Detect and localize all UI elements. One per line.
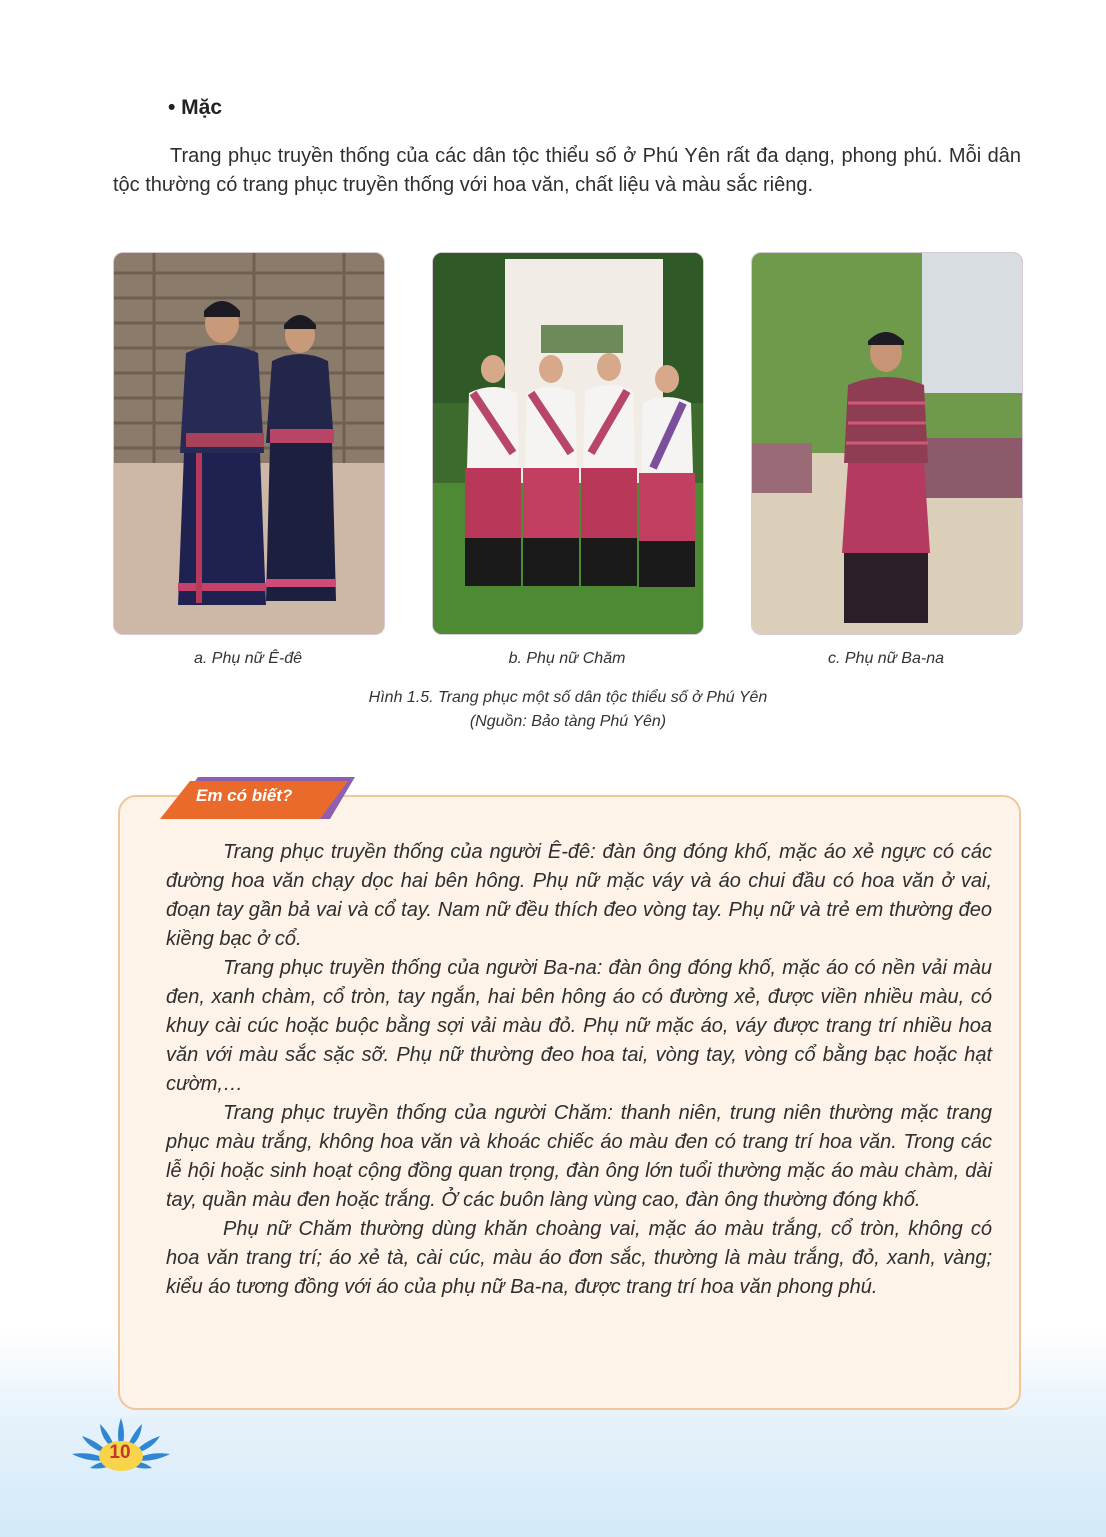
info-box-body (166, 838, 992, 1302)
info-paragraph-bana: Trang phục truyền thống của người Ba-na: đàn ông đóng khố, mặc áo có nền vải màu đen, xanh chàm, cổ tròn, tay ngắn, hai bên hông áo có đường xẻ, được viền nhiều màu, có khuy cài cúc hoặc buộc bằng sợi vải màu đỏ. Phụ nữ mặc áo, váy được trang trí nhiều hoa văn với màu sắc sặc sỡ. Phụ nữ thường đeo hoa tai, vòng tay, vòng cổ bằng bạc hoặc hạt cườm,… (166, 957, 992, 1095)
figure-source: (Nguồn: Bảo tàng Phú Yên) (469, 713, 667, 730)
photo-cham-women (432, 252, 704, 635)
photo-bana-woman (751, 252, 1023, 635)
caption-ede: a. Phụ nữ Ê-đê (194, 650, 302, 667)
info-paragraph-cham-women: Phụ nữ Chăm thường dùng khăn choàng vai, mặc áo màu trắng, cổ tròn, không có hoa văn trang trí; áo xẻ tà, cài cúc, màu áo đơn sắc, thường là màu trắng, đỏ, xanh, vàng; kiểu áo tương đồng với áo của phụ nữ Ba-na, được trang trí hoa văn phong phú. (166, 1218, 992, 1298)
info-paragraph-ede: Trang phục truyền thống của người Ê-đê: đàn ông đóng khố, mặc áo xẻ ngực có các đường hoa văn chạy dọc hai bên hông. Phụ nữ mặc váy và áo chui đầu có hoa văn ở vai, đoạn tay gần bả vai và cổ tay. Nam nữ đều thích đeo vòng tay. Phụ nữ và trẻ em thường đeo kiềng bạc ở cổ. (166, 841, 992, 950)
figure-caption (200, 686, 936, 734)
section-heading: • Mặc (168, 96, 223, 119)
photo-ede-women (113, 252, 385, 635)
caption-bana: c. Phụ nữ Ba-na (828, 650, 944, 667)
intro-text: Trang phục truyền thống của các dân tộc thiểu số ở Phú Yên rất đa dạng, phong phú. Mỗi dân tộc thường có trang phục truyền thống với hoa văn, chất liệu và màu sắc riêng. (113, 145, 1021, 196)
caption-cham: b. Phụ nữ Chăm (508, 650, 626, 667)
figure-title: Hình 1.5. Trang phục một số dân tộc thiểu số ở Phú Yên (368, 689, 768, 706)
intro-paragraph (113, 142, 1021, 200)
page-number: 10 (109, 1442, 131, 1463)
info-paragraph-cham: Trang phục truyền thống của người Chăm: thanh niên, trung niên thường mặc trang phục màu trắng, không hoa văn và khoác chiếc áo màu đen có trang trí hoa văn. Trong các lễ hội hoặc sinh hoạt cộng đồng quan trọng, đàn ông lớn tuổi thường mặc áo màu chàm, dài tay, quần màu đen hoặc trắng. Ở các buôn làng vùng cao, đàn ông thường đóng khố. (166, 1102, 992, 1211)
info-box-label: Em có biết? (196, 786, 293, 805)
